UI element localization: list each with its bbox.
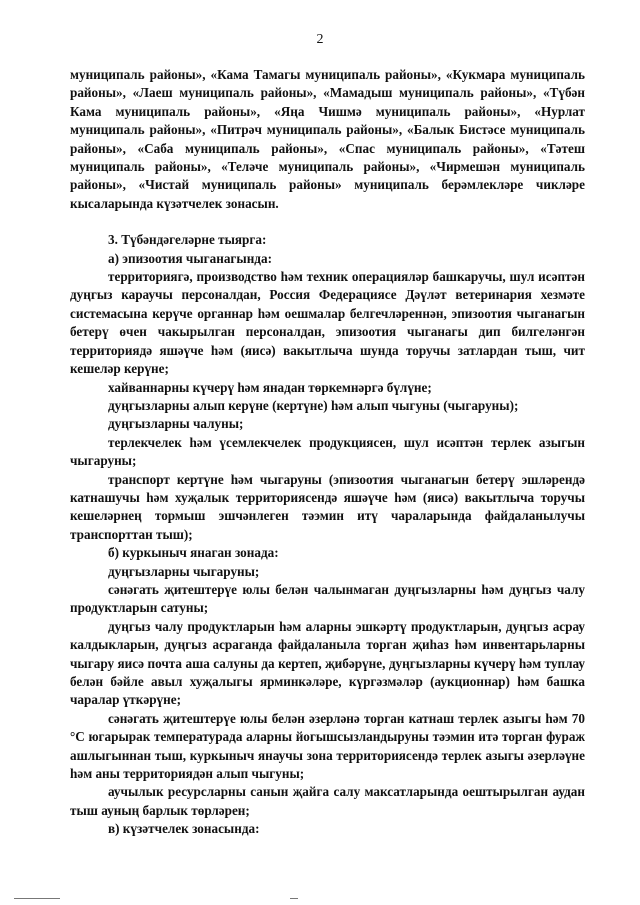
paragraph-subsection-a-heading: а) эпизоотия чыганагында: [108, 250, 272, 266]
paragraph-transport: транспорт кертүне һәм чыгаруны (эпизоотия чыганагын бетерү эшләрендә катнашучы һәм хуҗалык территориясендә яшәүче һәм (яисә) вакытлыча торучы кешеләрнең тормыш эшчәнлеген тәэмин итү чараларында файдаланылучы транспорттан тыш); [70, 471, 585, 542]
paragraph-subsection-v-heading: в) күзәтчелек зонасында: [108, 821, 260, 837]
paragraph-sale-ban: сәнәгать җитештерүе юлы белән чалынмаган дуңгызларны һәм дуңгыз чалу продуктларын сатуны; [70, 581, 585, 616]
paragraph-produce-export: терлекчелек һәм үсемлекчелек продукциясен, шул исәптән терлек азыгын чыгаруны; [70, 434, 585, 469]
scan-artifact-center [290, 898, 298, 899]
paragraph-districts-list: муниципаль районы», «Кама Тамагы муниципаль районы», «Кукмара муниципаль районы», «Лаеш муниципаль районы», «Мамадыш муниципаль районы», «Түбән Кама муниципаль районы», «Яңа Чишмә муниципаль районы», «Нурлат муниципаль районы», «Питрәч муниципаль районы», «Балык Бистәсе муниципаль районы», «Саба муниципаль районы», «Спас муниципаль районы», «Тәтеш муниципаль районы», «Теләче муниципаль районы», «Чирмешән муниципаль районы», «Чистай муниципаль районы» муниципаль берәмлекләре чикләре кысаларында күзәтчелек зонасын. [70, 67, 585, 211]
paragraph-section-3-heading: 3. Түбәндәгеләрне тыярга: [108, 232, 267, 248]
page-number: 2 [316, 32, 324, 47]
paragraph-pig-removal: дуңгызларны чыгаруны; [108, 563, 260, 579]
document-body [70, 66, 585, 839]
paragraph-feed-ban: сәнәгать җитештерүе юлы белән әзерләнә торган катнаш терлек азыгы һәм 70 °С югарырак температурада аларны йогышсызландыруны тәэмин итә торган фураж ашлыгыннан тыш, куркыныч янаучы зона территориясендә терлек азыгы әзерләүне һәм аны территориядән алып чыгуны; [70, 710, 585, 782]
paragraph-shipment-ban: дуңгыз чалу продуктларын һәм аларны эшкәртү продуктларын, дуңгыз асрау калдыкларын, дуңгыз асраганда файдаланыла торган җиһаз һәм инвентарьларны чыгару яисә почта аша салуны да кертеп, җибәрүне, дуңгызларны күчерү һәм туплау белән бәйле авыл хуҗалыгы ярминкәләре, күргәзмәләр (аукционнар) һәм башка чаралар үткәрүне; [70, 618, 585, 708]
paragraph-entry-restriction: территориягә, производство һәм техник операцияләр башкаручы, шул исәптән дуңгыз караучы персоналдан, Россия Федерациясе Дәүләт ветеринария хезмәте системасына керүче органнар һәм оешмалар белгечләреннән, эпизоотия чыганагын бетерү өчен чакырылган персоналдан, эпизоотия чыганагы дип билгеләнгән территориядә яшәүче һәм (яисә) вакытлыча шунда торучы затлардан тыш, чит кешеләр керүне; [70, 269, 585, 377]
paragraph-slaughter: дуңгызларны чалуны; [108, 416, 244, 432]
scan-artifact-left [14, 898, 60, 899]
paragraph-pig-import-export: дуңгызларны алып керүне (кертүне) һәм алып чыгуны (чыгаруны); [108, 397, 519, 413]
paragraph-hunting-ban: аучылык ресурсларны санын җайга салу максатларында оештырылган аудан тыш ауның барлык төрләрен; [70, 784, 585, 818]
paragraph-subsection-b-heading: б) куркыныч янаган зонада: [108, 545, 279, 561]
paragraph-regrouping: хайваннарны күчерү һәм янадан төркемнәргә бүлүне; [108, 379, 432, 395]
